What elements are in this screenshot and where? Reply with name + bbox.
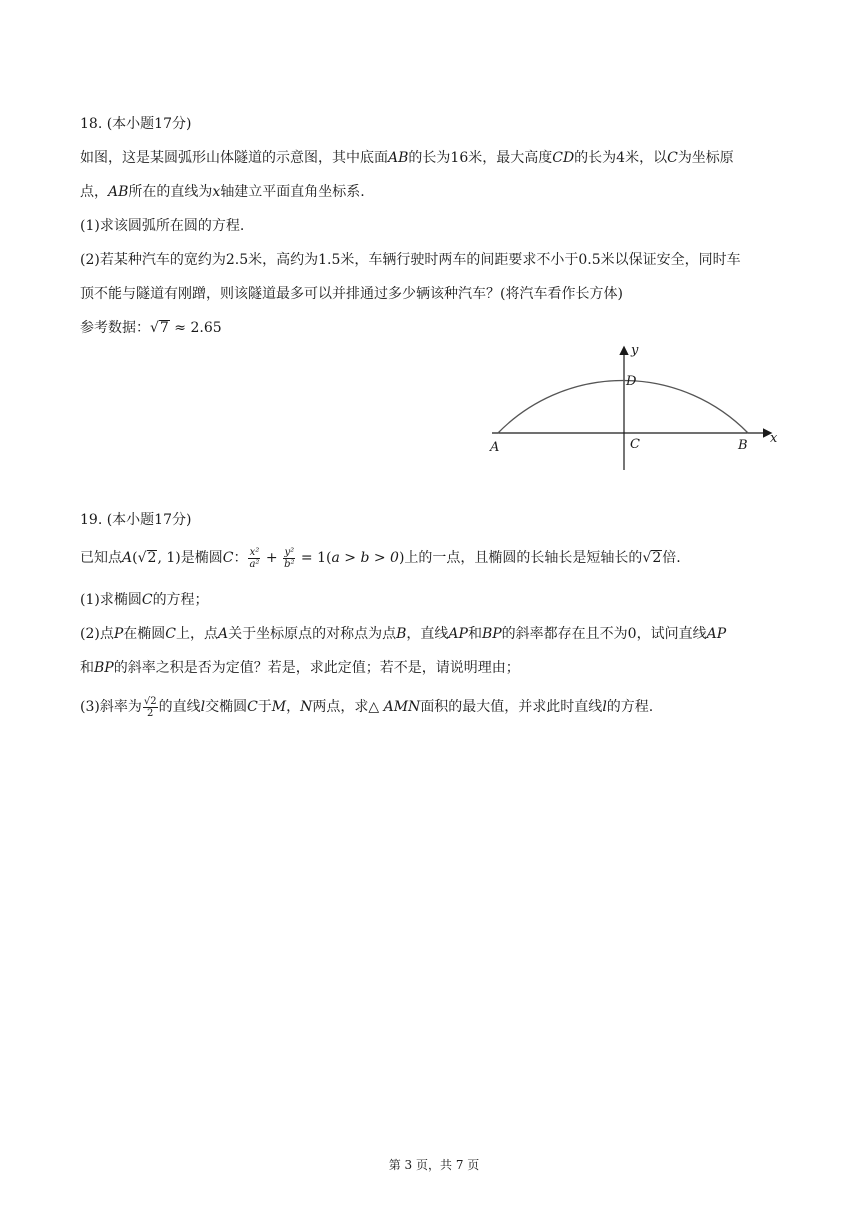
text: 在椭圆 bbox=[123, 626, 166, 642]
q18-statement-line2 bbox=[80, 182, 365, 202]
q19-statement bbox=[80, 545, 681, 571]
math-A: A bbox=[122, 550, 133, 566]
text: 点， bbox=[80, 184, 108, 200]
q19-part2-line2 bbox=[80, 658, 520, 678]
math-M: M bbox=[271, 699, 287, 715]
sqrt-radicand: 7 bbox=[159, 320, 169, 336]
fraction-x2-a2: $\frac{\text{x²}}{\text{a²}}$ bbox=[249, 546, 260, 570]
label-B: B bbox=[738, 438, 748, 453]
text: 的长为16米，最大高度 bbox=[408, 150, 553, 166]
text: 倍. bbox=[662, 550, 681, 566]
math-AB: AB bbox=[388, 150, 409, 166]
label-y: y bbox=[631, 343, 639, 358]
text: 如图，这是某圆弧形山体隧道的示意图，其中底面 bbox=[80, 150, 388, 166]
text: 为坐标原 bbox=[677, 150, 734, 166]
sqrt-sign: √ bbox=[150, 320, 159, 336]
text: ， bbox=[286, 699, 301, 715]
text: 参考数据： bbox=[80, 320, 150, 336]
q18-reference-data bbox=[80, 318, 222, 338]
label-D: D bbox=[626, 374, 637, 389]
text: (2)点 bbox=[80, 626, 114, 642]
sqrt-radicand: 2 bbox=[147, 550, 157, 566]
text: 的方程； bbox=[152, 592, 209, 608]
q18-header: 18. (本小题17分) bbox=[80, 116, 192, 132]
q19-header: 19. (本小题17分) bbox=[80, 512, 192, 528]
text: 的长为4米，以 bbox=[574, 150, 668, 166]
math-C: C bbox=[141, 592, 153, 608]
q19-part1 bbox=[80, 590, 209, 610]
text: 已知点 bbox=[80, 550, 122, 566]
text: = 1( bbox=[296, 550, 332, 566]
math-BP: BP bbox=[94, 660, 114, 676]
math-CD: CD bbox=[552, 150, 575, 166]
text: 的直线 bbox=[158, 699, 201, 715]
q18-part2-line2: 顶不能与隧道有刚蹭，则该隧道最多可以并排通过多少辆该种汽车？(将汽车看作长方体) bbox=[80, 286, 623, 302]
q18-statement-line1 bbox=[80, 148, 734, 168]
text: 上，点 bbox=[175, 626, 218, 642]
math-N: N bbox=[300, 699, 313, 715]
text: 关于坐标原点的对称点为点 bbox=[228, 626, 397, 642]
math-C: C bbox=[222, 550, 234, 566]
math-l: l bbox=[602, 699, 607, 715]
text: ，直线 bbox=[406, 626, 449, 642]
math-C: C bbox=[247, 699, 258, 715]
sqrt-sign: √ bbox=[642, 550, 652, 566]
math-BP: BP bbox=[481, 626, 502, 642]
tunnel-arc bbox=[498, 380, 748, 433]
math-x: x bbox=[212, 184, 221, 200]
math-AMN: AMN bbox=[383, 699, 421, 715]
sqrt-radicand: 2 bbox=[652, 550, 662, 566]
text: 的斜率都存在且不为0，试问直线 bbox=[501, 626, 707, 642]
ref-value: ≈ 2.65 bbox=[169, 320, 222, 336]
text: 轴建立平面直角坐标系. bbox=[220, 184, 365, 200]
text: 于 bbox=[257, 699, 272, 715]
triangle-symbol: △ bbox=[368, 699, 384, 715]
q19-part2-line1 bbox=[80, 624, 726, 644]
label-C: C bbox=[630, 437, 640, 452]
text: (3)斜率为 bbox=[80, 699, 142, 715]
math-AP: AP bbox=[706, 626, 727, 642]
label-A: A bbox=[490, 440, 500, 455]
text: 两点，求 bbox=[312, 699, 369, 715]
text: (1)求椭圆 bbox=[80, 592, 142, 608]
tunnel-figure bbox=[480, 338, 790, 478]
sqrt-sign: √ bbox=[137, 550, 147, 566]
label-x: x bbox=[770, 431, 778, 446]
q18-part2-line1: (2)若某种汽车的宽约为2.5米，高约为1.5米，车辆行驶时两车的间距要求不小于0.5米以保证安全，同时车 bbox=[80, 252, 741, 268]
text: ： bbox=[233, 550, 248, 566]
text: 和 bbox=[467, 626, 482, 642]
text: 交椭圆 bbox=[205, 699, 248, 715]
page-footer: 第 3 页，共 7 页 bbox=[388, 1158, 480, 1172]
math-AP: AP bbox=[448, 626, 468, 642]
math-P: P bbox=[113, 626, 124, 642]
q19-part3 bbox=[80, 693, 653, 721]
fraction-sqrt2-over-2: $\frac{√2}{2}$ bbox=[143, 695, 157, 719]
text: 和 bbox=[80, 660, 94, 676]
text: , 1)是椭圆 bbox=[157, 550, 223, 566]
math-B: B bbox=[396, 626, 407, 642]
q18-part1: (1)求该圆弧所在圆的方程. bbox=[80, 218, 245, 234]
text: )上的一点，且椭圆的长轴长是短轴长的 bbox=[398, 550, 643, 566]
text: 的斜率之积是否为定值？若是，求此定值；若不是，请说明理由； bbox=[113, 660, 520, 676]
math-condition: a > b > 0 bbox=[331, 550, 399, 566]
math-AB: AB bbox=[108, 184, 129, 200]
math-A: A bbox=[217, 626, 229, 642]
math-l: l bbox=[200, 699, 206, 715]
text: 的方程. bbox=[606, 699, 654, 715]
math-C: C bbox=[165, 626, 176, 642]
text: + bbox=[261, 550, 283, 566]
math-C: C bbox=[667, 150, 678, 166]
text: ( bbox=[132, 550, 138, 566]
text: 所在的直线为 bbox=[128, 184, 213, 200]
fraction-y2-b2: $\frac{\text{y²}}{\text{b²}}$ bbox=[284, 546, 295, 570]
text: 面积的最大值，并求此时直线 bbox=[420, 699, 603, 715]
